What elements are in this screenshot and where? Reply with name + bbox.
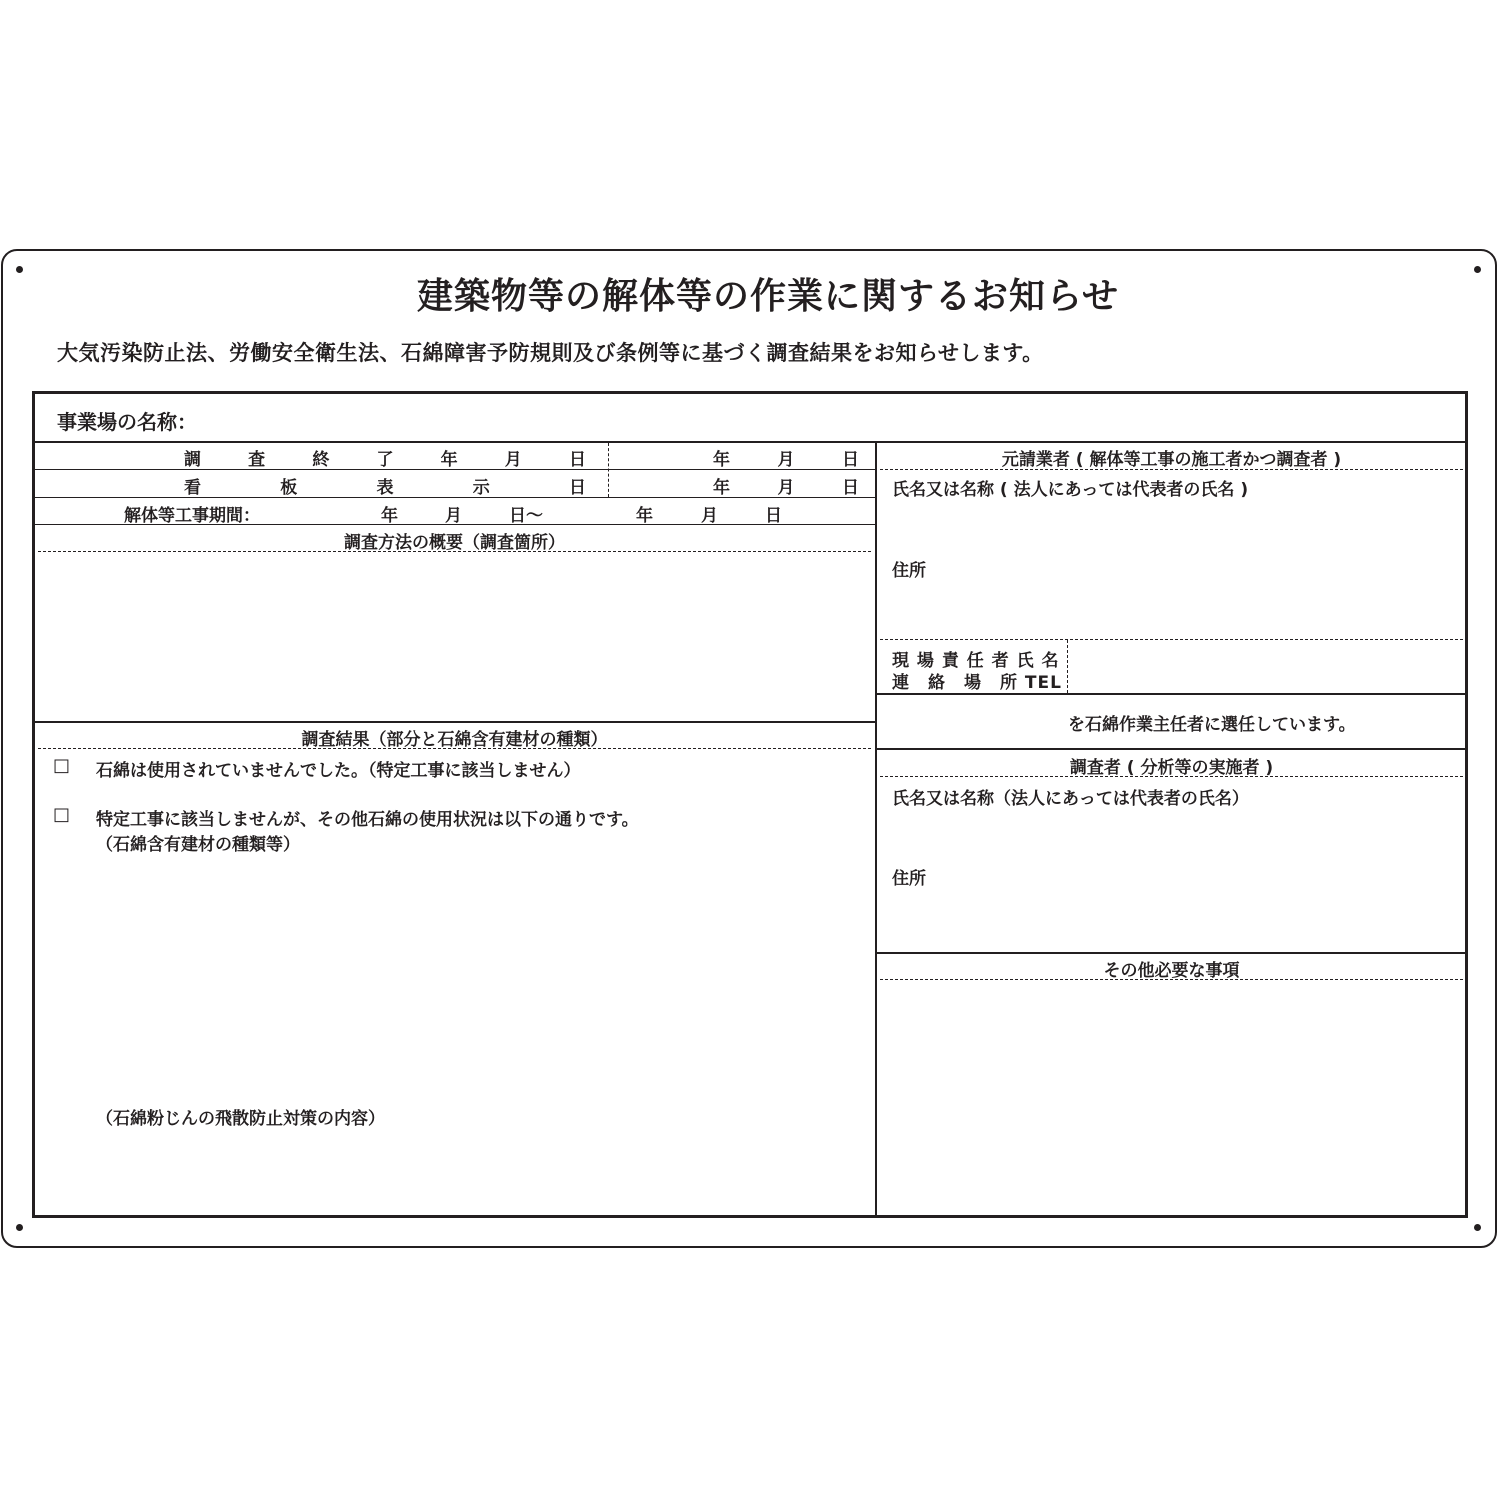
divider bbox=[38, 551, 871, 552]
period-start-day: 日～ bbox=[509, 506, 543, 526]
divider bbox=[1067, 640, 1068, 693]
period-end-year: 年 bbox=[636, 506, 653, 526]
period-end-month: 月 bbox=[701, 506, 718, 526]
page-subtitle: 大気汚染防止法、労働安全衛生法、石綿障害予防規則及び条例等に基づく調査結果をお知らせします。 bbox=[57, 341, 1044, 365]
survey-method-header: 調査方法の概要（調査箇所） bbox=[344, 533, 565, 553]
divider bbox=[877, 748, 1466, 750]
surveyor-name-label: 氏名又は名称（法人にあっては代表者の氏名） bbox=[892, 789, 1249, 809]
site-manager-label: 現 場 責 任 者 氏 名 bbox=[892, 651, 1060, 671]
mounting-hole-bottom-right bbox=[1474, 1224, 1481, 1231]
sign-display-label: 看 板 表 示 日 bbox=[184, 478, 586, 498]
period-start-month: 月 bbox=[445, 506, 462, 526]
divider bbox=[38, 748, 871, 749]
contractor-header: 元請業者 ( 解体等工事の施工者かつ調査者 ) bbox=[1001, 450, 1342, 470]
divider bbox=[877, 952, 1466, 954]
divider bbox=[608, 443, 609, 497]
dust-measures-label: （石綿粉じんの飛散防止対策の内容） bbox=[96, 1109, 385, 1129]
surveyor-address-label: 住所 bbox=[892, 869, 926, 889]
divider bbox=[33, 441, 1466, 443]
other-header: その他必要な事項 bbox=[1103, 961, 1240, 981]
surveyor-header: 調査者 ( 分析等の実施者 ) bbox=[1069, 758, 1274, 778]
result-option-1-label: 石綿は使用されていませんでした。（特定工事に該当しません） bbox=[96, 761, 581, 781]
survey-result-header: 調査結果（部分と石綿含有建材の種類） bbox=[301, 730, 608, 750]
period-end-day: 日 bbox=[765, 506, 782, 526]
survey-end-label: 調 査 終 了 年 月 日 bbox=[184, 450, 586, 470]
divider bbox=[880, 776, 1463, 777]
divider bbox=[34, 497, 875, 498]
result-option-2-label: 特定工事に該当しませんが、その他石綿の使用状況は以下の通りです。 bbox=[96, 810, 639, 830]
divider bbox=[880, 639, 1463, 640]
supervisor-note: を石綿作業主任者に選任しています。 bbox=[1068, 715, 1356, 735]
divider bbox=[34, 524, 875, 525]
contractor-name-label: 氏名又は名称 ( 法人にあっては代表者の氏名 ) bbox=[892, 480, 1249, 500]
mounting-hole-bottom-left bbox=[16, 1224, 23, 1231]
survey-end-date: 年 月 日 bbox=[713, 450, 859, 470]
period-label: 解体等工事期間： bbox=[124, 506, 260, 526]
result-option-2-note: （石綿含有建材の種類等） bbox=[96, 835, 300, 855]
divider bbox=[877, 693, 1466, 695]
divider bbox=[880, 469, 1463, 470]
divider bbox=[880, 979, 1463, 980]
result-option-2-checkbox[interactable]: □ bbox=[53, 804, 71, 825]
period-start-year: 年 bbox=[381, 506, 398, 526]
center-divider bbox=[875, 442, 877, 1216]
divider bbox=[34, 721, 875, 723]
page-title: 建築物等の解体等の作業に関するお知らせ bbox=[417, 276, 1119, 317]
sign-display-date: 年 月 日 bbox=[713, 478, 859, 498]
site-contact-label: 連 絡 場 所 TEL bbox=[892, 673, 1062, 693]
contractor-address-label: 住所 bbox=[892, 561, 926, 581]
divider bbox=[34, 469, 875, 470]
result-option-1-checkbox[interactable]: □ bbox=[53, 755, 71, 776]
site-name-label: 事業場の名称： bbox=[57, 410, 197, 434]
